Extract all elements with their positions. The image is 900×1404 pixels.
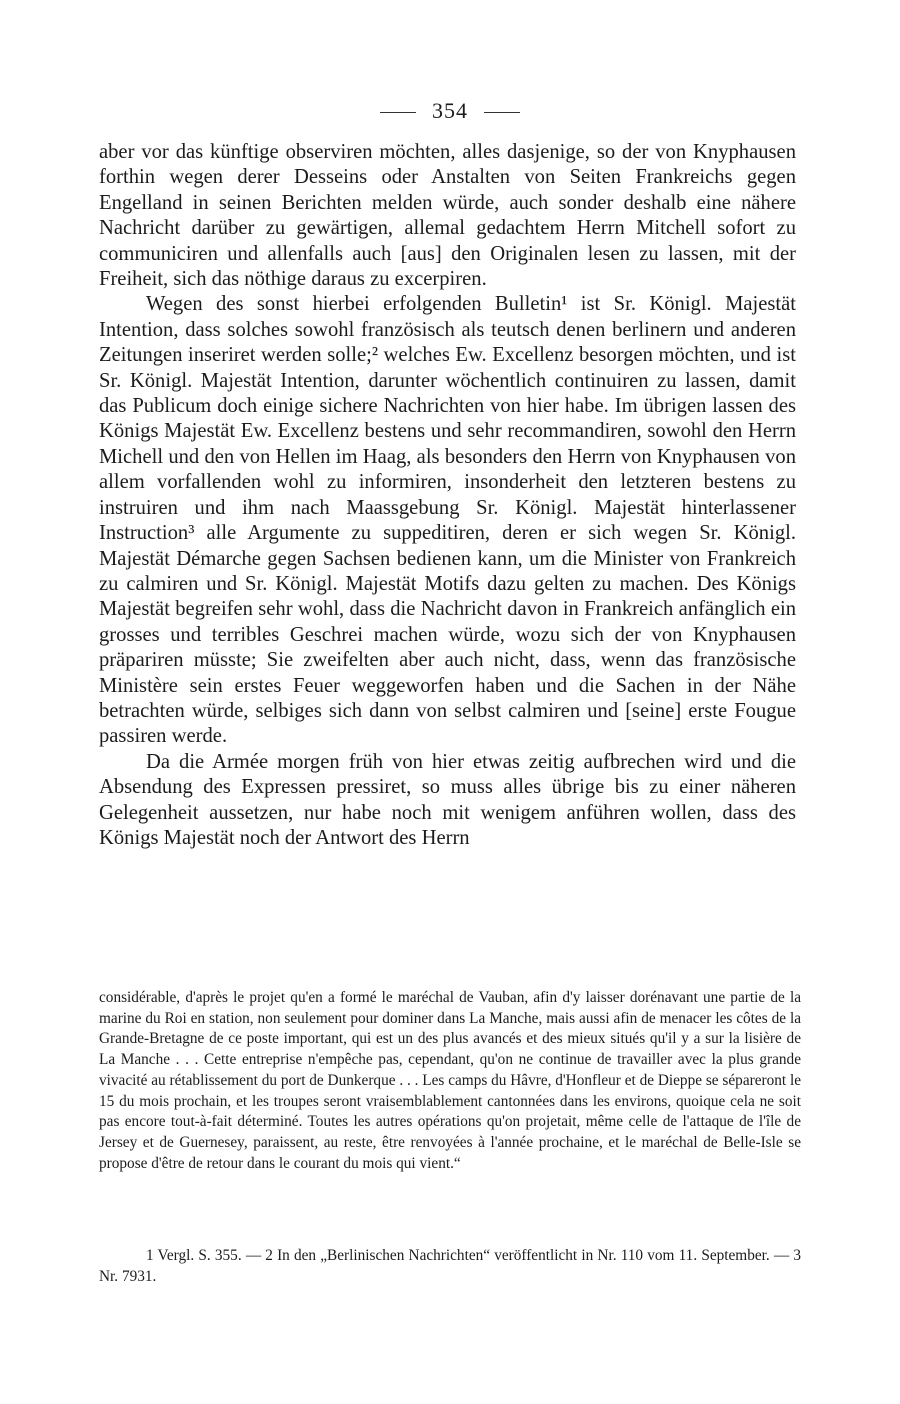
- page-header: [0, 96, 900, 126]
- header-rule-left: [380, 112, 416, 113]
- paragraph-3: Da die Armée morgen früh von hier etwas zeitig aufbrechen wird und die Absendung des Expressen pressiret, so muss alles übrige bis zu einer näheren Gelegenheit aussetzen, nur habe noch mit wenigem anführen wollen, dass des Königs Majestät noch der Antwort des Herrn: [99, 750, 796, 849]
- paragraph-2: Wegen des sonst hierbei erfolgenden Bulletin¹ ist Sr. Königl. Majestät Intention, dass solches sowohl französisch als teutsch denen berlinern und anderen Zeitungen inseriret werden solle;² welches Ew. Excellenz besorgen möchten, und ist Sr. Königl. Majestät Intention, darunter wöchentlich continuiren zu lassen, damit das Publicum doch einige sichere Nachrichten von hier habe. Im übrigen lassen des Königs Majestät Ew. Excellenz bestens und sehr recommandiren, sowohl den Herrn Michell und den von Hellen im Haag, als besonders den Herrn von Knyphausen von allem vorfallenden wohl zu informiren, insonderheit den letzteren bestens zu instruiren und ihm nach Maassgebung Sr. Königl. Majestät hinterlassener Instruction³ alle Argumente zu suppeditiren, deren er sich wegen Sr. Königl. Majestät Démarche gegen Sachsen bedienen kann, um die Minister von Frankreich zu calmiren und Sr. Königl. Majestät Motifs dazu gelten zu machen. Des Königs Majestät begreifen sehr wohl, dass die Nachricht davon in Frankreich anfänglich ein grosses und terribles Geschrei machen würde, wozu sich der von Knyphausen präpariren müsste; Sie zweifelten aber auch nicht, dass, wenn das französische Ministère sein erstes Feuer weggeworfen haben und die Sachen in der Nähe betrachten würde, selbiges sich dann von selbst calmiren und [seine] erste Fougue passiren werde.: [99, 293, 796, 748]
- header-rule-right: [484, 112, 520, 113]
- main-text: [99, 140, 796, 851]
- footnote-line: 1 Vergl. S. 355. — 2 In den „Berlinischen Nachrichten“ veröffentlicht in Nr. 110 vom 11. September. — 3 Nr. 7931.: [99, 1247, 801, 1285]
- quote-paragraph: considérable, d'après le projet qu'en a formé le maréchal de Vauban, afin d'y laisser dorénavant une partie de la marine du Roi en station, non seulement pour dominer dans La Manche, mais aussi afin de menacer les côtes de la Grande-Bretagne de ce poste important, qui est un des plus avancés et des mieux situés qu'il y a sur la lisière de La Manche . . . Cette entreprise n'empêche pas, cependant, qu'on ne continue de travailler avec la plus grande vivacité au rétablissement du port de Dunkerque . . . Les camps du Hâvre, d'Honfleur et de Dieppe se sépareront le 15 du mois prochain, et les troupes seront vraisemblablement cantonnées dans les environs, quoique cela ne soit pas encore tout-à-fait déterminé. Toutes les autres opérations qu'on projetait, même celle de l'attaque de l'île de Jersey et de Guernesey, paraissent, au reste, être renvoyées à l'année prochaine, et le maréchal de Belle-Isle se propose d'être de retour dans le courant du mois qui vient.“: [99, 989, 801, 1172]
- quoted-french-excerpt: [99, 988, 801, 1174]
- footnotes: [99, 1245, 801, 1287]
- paragraph-1: aber vor das künftige observiren möchten, alles dasjenige, so der von Knyphausen forthin wegen derer Desseins oder Anstalten von Seiten Frankreichs gegen Engelland in seinen Berichten melden würde, auch sonder deshalb eine nähere Nachricht darüber zu gewärtigen, allemal gedachtem Herrn Mitchell sofort zu communiciren und allenfalls auch [aus] den Originalen lesen zu lassen, mit der Freiheit, sich das nöthige daraus zu excerpiren.: [99, 141, 796, 291]
- page-number: 354: [432, 98, 468, 123]
